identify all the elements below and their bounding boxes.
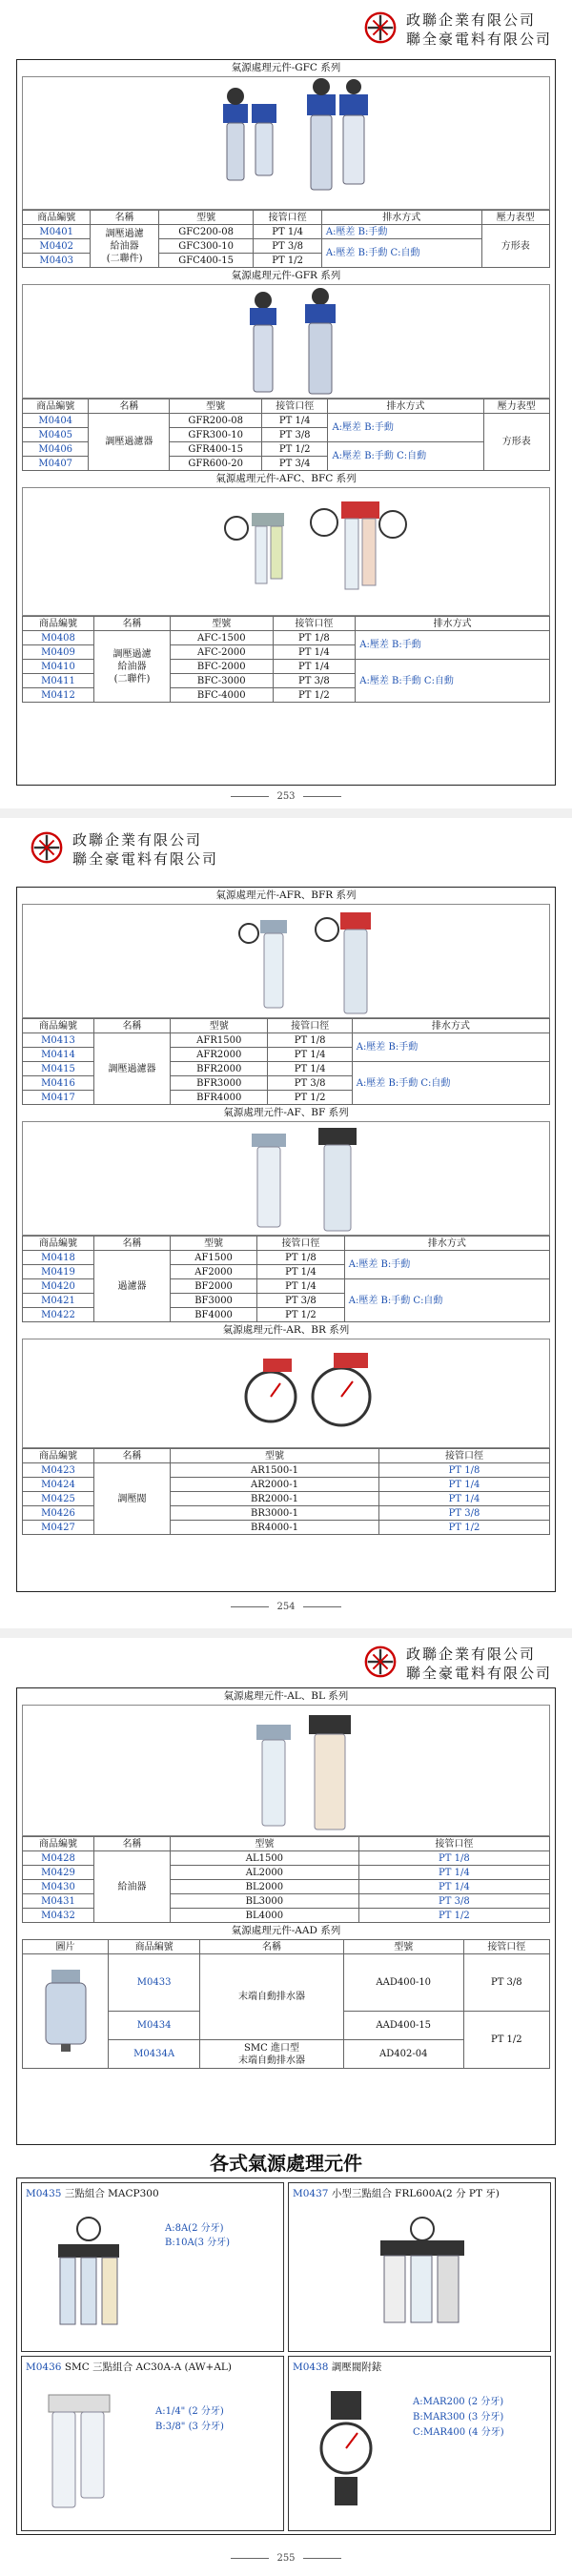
product-code[interactable]: M0402 [23,239,91,254]
product-label: 調壓閥附錶 [331,2361,382,2373]
product-code[interactable]: M0430 [23,1880,94,1894]
port: PT 1/2 [273,688,356,703]
col-header: 接管口徑 [254,211,321,225]
model: BFR4000 [171,1091,268,1105]
col-header: 名稱 [94,1019,171,1033]
spec-line: A:1/4" (2 分牙) [155,2406,224,2417]
product-code[interactable]: M0403 [23,254,91,268]
misc-cell [288,2182,551,2352]
col-header: 商品編號 [23,399,89,414]
model: BF4000 [171,1308,257,1322]
company-header [362,8,562,65]
model: GFC400-15 [158,254,254,268]
product-label: SMC 三點組合 AC30A-A (AW+AL) [64,2361,233,2373]
misc-cell [21,2356,284,2531]
col-header: 商品編號 [23,617,94,631]
company-logo-icon [362,1644,398,1680]
col-header: 型號 [171,1449,379,1463]
model: BF2000 [171,1279,257,1294]
model: BR2000-1 [171,1492,379,1506]
col-header: 商品編號 [23,1237,94,1251]
port: PT 3/8 [379,1506,550,1521]
model: BL4000 [171,1909,359,1923]
product-code[interactable]: M0410 [23,660,94,674]
company-header [29,828,238,885]
product-code[interactable]: M0431 [23,1894,94,1909]
col-header: 接管口徑 [262,399,328,414]
product-code[interactable]: M0405 [23,428,89,442]
model: AFR1500 [171,1033,268,1048]
port: PT 1/4 [379,1478,550,1492]
spec-line: B:MAR300 (3 分牙) [413,2412,504,2423]
product-image-al [22,1705,550,1836]
company-name-1: 政聯企業有限公司 [406,1646,537,1663]
product-code[interactable]: M0414 [23,1048,94,1062]
product-code[interactable]: M0420 [23,1279,94,1294]
model: BR3000-1 [171,1506,379,1521]
col-header: 名稱 [89,399,170,414]
model: AL2000 [171,1866,359,1880]
company-logo-icon [29,829,65,866]
col-header: 壓力表型 [483,399,549,414]
section-title-aad: 氣源處理元件-AAD 系列 [231,1925,341,1936]
port: PT 1/2 [463,2012,549,2069]
product-code[interactable]: M0401 [23,225,91,239]
col-header: 壓力表型 [481,211,549,225]
port: PT 1/4 [257,1265,345,1279]
model: GFR600-20 [170,457,262,471]
product-code[interactable]: M0422 [23,1308,94,1322]
col-header: 型號 [171,1019,268,1033]
col-header: 商品編號 [109,1940,200,1954]
product-name: 給油器 [94,1851,171,1923]
port: PT 1/8 [273,631,356,645]
product-image-afc [22,487,550,616]
product-code[interactable]: M0412 [23,688,94,703]
model: BFC-4000 [171,688,274,703]
col-header: 型號 [171,1237,257,1251]
spec-line: B:10A(3 分牙) [165,2238,231,2248]
model: AFR2000 [171,1048,268,1062]
port: PT 1/8 [268,1033,352,1048]
table-gfr [22,399,550,471]
spec-line: C:MAR400 (4 分牙) [413,2427,504,2438]
model: AAD400-10 [343,1954,463,2012]
col-header: 商品編號 [23,1019,94,1033]
col-header: 排水方式 [356,617,550,631]
product-code[interactable]: M0421 [23,1294,94,1308]
product-code[interactable]: M0434A [109,2040,200,2069]
misc-cell [288,2356,551,2531]
drain: A:壓差 B:手動 C:自動 [321,239,481,268]
port: PT 1/2 [268,1091,352,1105]
content-frame [16,1687,556,2145]
col-header: 接管口徑 [463,1940,549,1954]
col-header: 名稱 [94,617,171,631]
product-label: 三點組合 MACP300 [64,2188,159,2199]
model: AF1500 [171,1251,257,1265]
product-code[interactable]: M0423 [23,1463,94,1478]
table-aad [22,1939,550,2069]
col-header: 商品編號 [23,1837,94,1851]
model: BFC-2000 [171,660,274,674]
product-image-ar [22,1339,550,1448]
product-code[interactable]: M0425 [23,1492,94,1506]
col-header: 名稱 [94,1449,171,1463]
product-code[interactable]: M0428 [23,1851,94,1866]
product-code[interactable]: M0426 [23,1506,94,1521]
section-title-gfc: 氣源處理元件-GFC 系列 [231,62,341,73]
product-image-gfc [22,76,550,210]
company-logo-icon [362,10,398,46]
col-header: 名稱 [94,1237,171,1251]
port: PT 3/8 [254,239,321,254]
port: PT 3/8 [463,1954,549,2012]
port: PT 1/4 [268,1048,352,1062]
section-title-al: 氣源處理元件-AL、BL 系列 [223,1690,349,1702]
model: GFR300-10 [170,428,262,442]
table-al [22,1836,550,1923]
section-title-afc: 氣源處理元件-AFC、BFC 系列 [215,473,357,484]
product-code[interactable]: M0417 [23,1091,94,1105]
product-code[interactable]: M0408 [23,631,94,645]
model: BFR3000 [171,1076,268,1091]
col-header: 商品編號 [23,211,91,225]
product-name: 調壓過濾器 [94,1033,171,1105]
product-code[interactable]: M0419 [23,1265,94,1279]
model: GFR400-15 [170,442,262,457]
col-header: 名稱 [200,1940,344,1954]
content-frame [16,59,556,786]
product-code[interactable]: M0432 [23,1909,94,1923]
product-name: 調壓過濾 給油器 (二聯件) [94,631,171,703]
aad-product-image [23,1954,109,2069]
port: PT 1/2 [254,254,321,268]
col-header: 排水方式 [352,1019,549,1033]
product-code[interactable]: M0438 [293,2361,329,2373]
section-title-afr: 氣源處理元件-AFR、BFR 系列 [215,889,357,901]
drain: A:壓差 B:手動 [352,1033,549,1062]
port: PT 1/4 [379,1492,550,1506]
col-header: 接管口徑 [358,1837,549,1851]
port: PT 3/4 [262,457,328,471]
model: BR4000-1 [171,1521,379,1535]
company-name-1: 政聯企業有限公司 [72,831,203,848]
product-code[interactable]: M0415 [23,1062,94,1076]
product-code[interactable]: M0437 [293,2188,329,2199]
col-header: 型號 [343,1940,463,1954]
misc-grid [16,2177,556,2535]
company-name-2: 聯全豪電料有限公司 [406,1665,553,1682]
model: BL2000 [171,1880,359,1894]
page-number: 255 [0,2553,572,2564]
port: PT 1/2 [358,1909,549,1923]
product-code[interactable]: M0404 [23,414,89,428]
product-code[interactable]: M0427 [23,1521,94,1535]
product-code[interactable]: M0407 [23,457,89,471]
drain-device-icon [32,1962,99,2057]
port: PT 1/2 [257,1308,345,1322]
model: BL3000 [171,1894,359,1909]
model: AAD400-15 [343,2012,463,2040]
table-afc [22,616,550,703]
port: PT 1/8 [379,1463,550,1478]
product-code[interactable]: M0418 [23,1251,94,1265]
regulator-gauge-icon [308,2385,384,2519]
product-code[interactable]: M0429 [23,1866,94,1880]
col-header: 名稱 [94,1837,171,1851]
drain: A:壓差 B:手動 [328,414,483,442]
page-separator [0,808,572,818]
drain: A:壓差 B:手動 [356,631,550,660]
product-code[interactable]: M0433 [109,1954,200,2012]
product-code[interactable]: M0406 [23,442,89,457]
port: PT 1/4 [257,1279,345,1294]
port: PT 3/8 [358,1894,549,1909]
section-title-gfr: 氣源處理元件-GFR 系列 [231,270,341,281]
model: AD402-04 [343,2040,463,2069]
port: PT 1/2 [262,442,328,457]
port: PT 1/4 [358,1866,549,1880]
drain: A:壓差 B:手動 C:自動 [352,1062,549,1105]
product-image-afr [22,904,550,1018]
port: PT 3/8 [257,1294,345,1308]
page-254 [0,818,572,1628]
drain: A:壓差 B:手動 [344,1251,549,1279]
port: PT 3/8 [273,674,356,688]
page-255 [0,1638,572,2576]
model: AF2000 [171,1265,257,1279]
port: PT 3/8 [268,1076,352,1091]
product-name: 末端自動排水器 [200,1954,344,2040]
col-header: 排水方式 [321,211,481,225]
model: AFC-2000 [171,645,274,660]
port: PT 1/4 [358,1880,549,1894]
gauge-type: 方形表 [483,414,549,471]
col-header: 接管口徑 [257,1237,345,1251]
model: AFC-1500 [171,631,274,645]
model: GFC200-08 [158,225,254,239]
product-label: 小型三點組合 FRL600A(2 分 PT 牙) [331,2188,500,2199]
col-header: 排水方式 [328,399,483,414]
table-ar [22,1448,550,1535]
model: BFR2000 [171,1062,268,1076]
product-name: SMC 進口型 末端自動排水器 [200,2040,344,2069]
product-code[interactable]: M0436 [26,2361,62,2373]
port: PT 1/4 [273,660,356,674]
product-code[interactable]: M0435 [26,2188,62,2199]
model: GFC300-10 [158,239,254,254]
port: PT 1/4 [254,225,321,239]
col-header: 排水方式 [344,1237,549,1251]
model: GFR200-08 [170,414,262,428]
product-image-af [22,1121,550,1236]
table-af [22,1236,550,1322]
spec-line: B:3/8" (3 分牙) [155,2422,224,2432]
section-title-af: 氣源處理元件-AF、BF 系列 [223,1107,349,1118]
col-header: 型號 [171,1837,359,1851]
table-afr [22,1018,550,1105]
company-name-2: 聯全豪電料有限公司 [406,31,553,48]
col-header: 型號 [171,617,274,631]
company-name-1: 政聯企業有限公司 [406,11,537,29]
col-header: 接管口徑 [379,1449,550,1463]
product-image-gfr [22,284,550,399]
drain: A:壓差 B:手動 C:自動 [356,660,550,703]
spec-line: A:8A(2 分牙) [165,2223,224,2234]
table-gfc [22,210,550,268]
port: PT 1/8 [358,1851,549,1866]
drain: A:壓差 B:手動 C:自動 [344,1279,549,1322]
product-code[interactable]: M0413 [23,1033,94,1048]
model: BF3000 [171,1294,257,1308]
product-code[interactable]: M0434 [109,2012,200,2040]
page-number: 254 [0,1602,572,1612]
port: PT 1/2 [379,1521,550,1535]
product-code[interactable]: M0409 [23,645,94,660]
port: PT 1/4 [273,645,356,660]
page-253 [0,0,572,810]
product-name: 調壓閥 [94,1463,171,1535]
product-name: 過濾器 [94,1251,171,1322]
port: PT 1/4 [268,1062,352,1076]
model: AR2000-1 [171,1478,379,1492]
page-number: 253 [0,791,572,802]
product-code[interactable]: M0424 [23,1478,94,1492]
gauge-type: 方形表 [481,225,549,268]
port: PT 1/4 [262,414,328,428]
frl-unit-icon [51,2212,127,2336]
col-header: 名稱 [91,211,158,225]
port: PT 3/8 [262,428,328,442]
drain: A:壓差 B:手動 C:自動 [328,442,483,471]
model: BFC-3000 [171,674,274,688]
port: PT 1/8 [257,1251,345,1265]
product-code[interactable]: M0411 [23,674,94,688]
col-header: 圖片 [23,1940,109,1954]
spec-line: A:MAR200 (2 分牙) [413,2397,504,2407]
col-header: 型號 [170,399,262,414]
model: AL1500 [171,1851,359,1866]
page-separator [0,1628,572,1638]
col-header: 商品編號 [23,1449,94,1463]
content-frame [16,887,556,1592]
col-header: 接管口徑 [268,1019,352,1033]
product-name: 調壓過濾 給油器 (二聯件) [91,225,158,268]
section-title-ar: 氣源處理元件-AR、BR 系列 [222,1324,350,1336]
drain: A:壓差 B:手動 [321,225,481,239]
model: AR1500-1 [171,1463,379,1478]
company-name-2: 聯全豪電料有限公司 [72,850,219,868]
mini-frl-icon [375,2212,470,2336]
smc-frl-icon [41,2385,117,2519]
product-name: 調壓過濾器 [89,414,170,471]
col-header: 型號 [158,211,254,225]
misc-cell [21,2182,284,2352]
product-code[interactable]: M0416 [23,1076,94,1091]
col-header: 接管口徑 [273,617,356,631]
misc-section-title: 各式氣源處理元件 [210,2152,362,2175]
